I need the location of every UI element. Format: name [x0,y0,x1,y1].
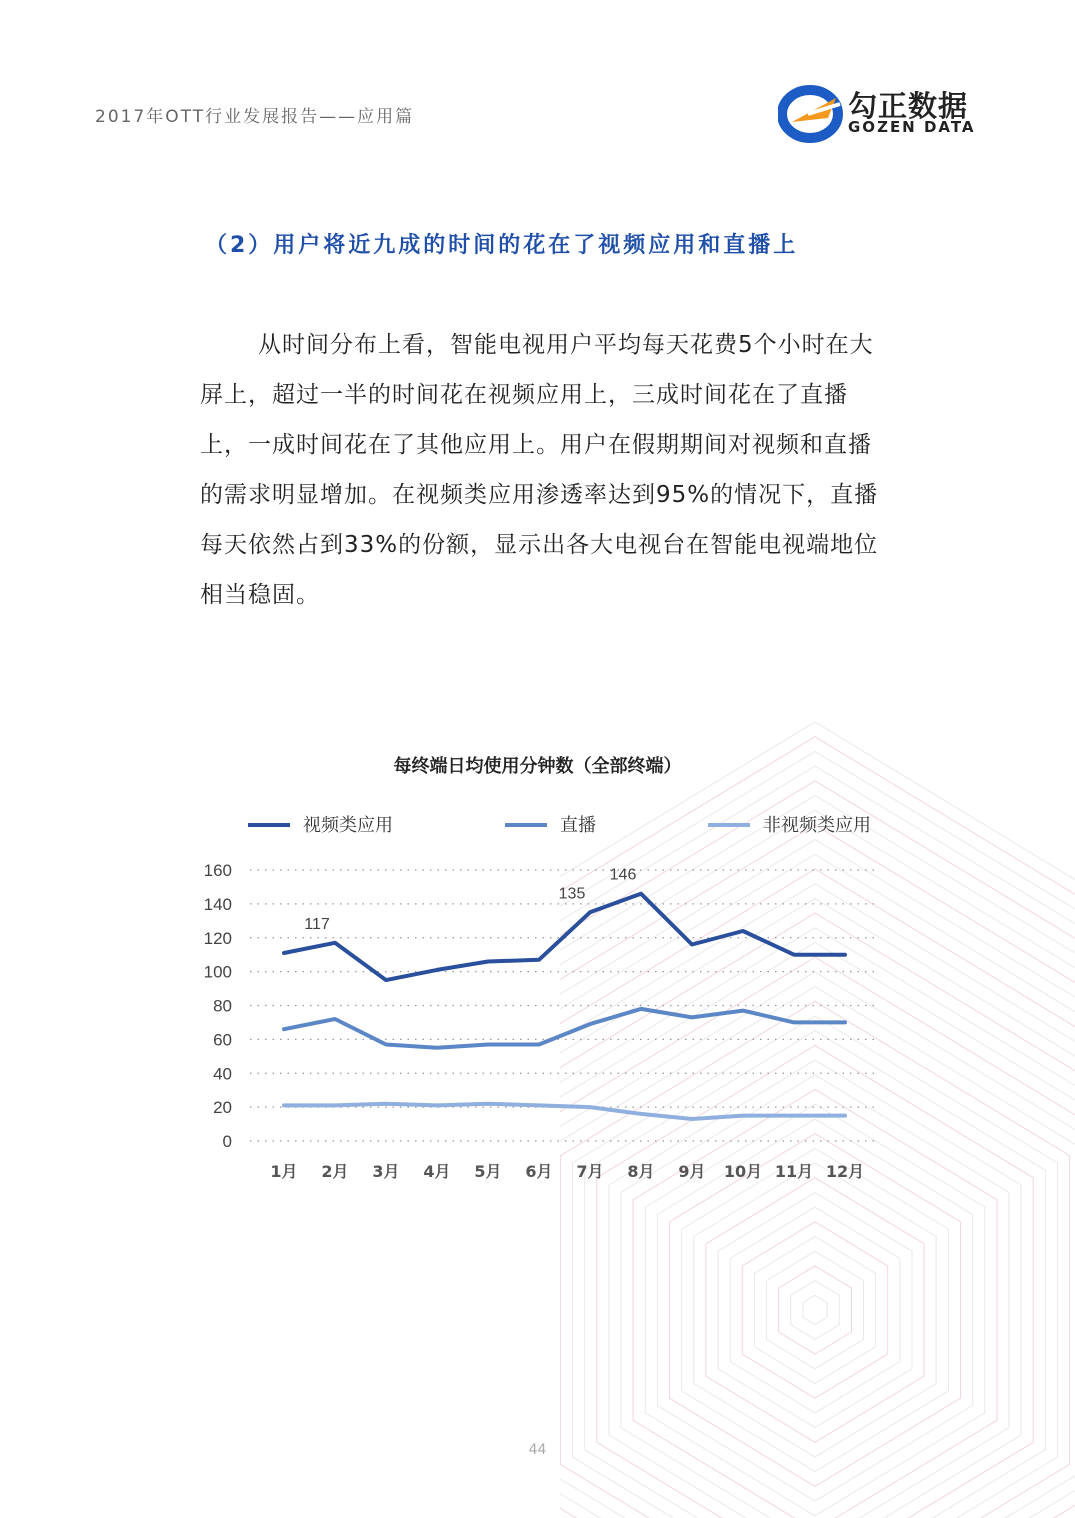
y-tick-label: 120 [203,928,232,948]
y-tick-label: 140 [203,894,232,914]
x-tick-label: 5月 [474,1162,502,1181]
data-label: 135 [558,885,586,903]
y-tick-label: 60 [213,1030,232,1050]
x-tick-label: 11月 [774,1162,814,1181]
chart-title: 每终端日均使用分钟数（全部终端） [393,756,682,777]
y-tick-label: 20 [213,1098,232,1118]
legend-label: 非视频类应用 [763,815,871,836]
y-tick-label: 80 [213,996,232,1016]
y-tick-label: 100 [203,962,232,982]
y-tick-label: 40 [213,1064,232,1084]
x-tick-label: 2月 [321,1162,349,1181]
x-tick-label: 8月 [627,1162,655,1181]
series-line-1 [284,894,845,980]
x-tick-label: 7月 [576,1162,604,1181]
data-label: 146 [609,866,637,884]
x-tick-label: 3月 [372,1162,400,1181]
legend-label: 视频类应用 [303,815,393,836]
legend-label: 直播 [560,815,596,836]
series-line-2 [284,1009,845,1048]
body-paragraph: 从时间分布上看，智能电视用户平均每天花费5个小时在大屏上，超过一半的时间花在视频应用上，三成时间花在了直播上，一成时间花在了其他应用上。用户在假期期间对视频和直播的需求明显增加。在视频类应用渗透率达到95%的情况下，直播每天依然占到33%的份额，显示出各大电视台在智能电视端地位相当稳固。 [200,332,879,608]
y-tick-label: 0 [222,1132,232,1151]
x-tick-label: 6月 [525,1162,553,1181]
section-heading: （2）用户将近九成的时间的花在了视频应用和直播上 [205,233,799,258]
x-tick-label: 10月 [723,1162,763,1181]
series-line-3 [284,1104,845,1119]
page-number: 44 [528,1442,547,1458]
x-tick-label: 4月 [423,1162,451,1181]
y-tick-label: 160 [203,861,232,880]
x-tick-label: 12月 [825,1162,865,1181]
report-title: 2017年OTT行业发展报告——应用篇 [95,107,415,127]
x-tick-label: 9月 [678,1162,706,1181]
logo-chinese-text: 勾正数据 [848,89,969,123]
data-label: 117 [304,915,330,933]
x-tick-label: 1月 [270,1162,298,1181]
logo-english-text: GOZEN DATA [848,118,976,136]
